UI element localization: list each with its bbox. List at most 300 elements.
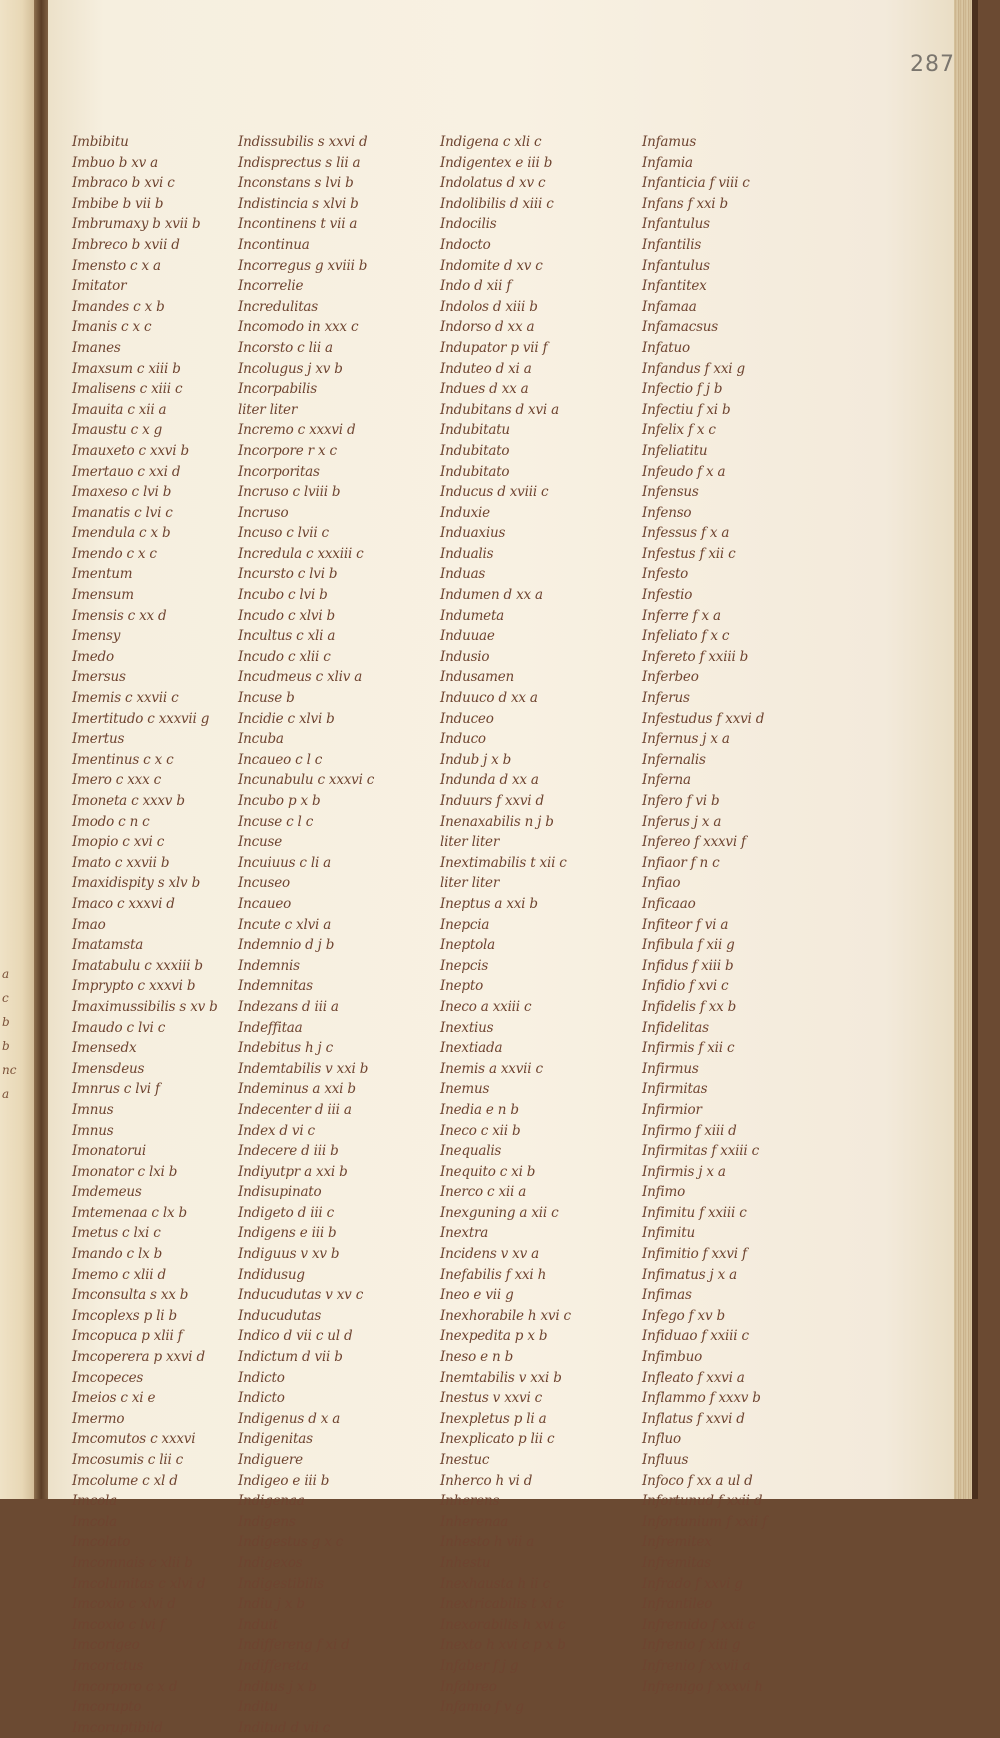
index-entry: Incidens v xv a xyxy=(440,1246,539,1263)
index-entry: Incorregus g xviii b xyxy=(238,257,368,274)
index-entry: Imanis c x c xyxy=(72,319,152,336)
index-entry: Infestudus f xxvi d xyxy=(642,710,765,727)
margin-note: a xyxy=(2,967,10,981)
index-entry: Incorporitas xyxy=(238,463,320,480)
index-entry: Incute c xlvi a xyxy=(238,916,332,933)
index-entry: Infimitu f xxiii c xyxy=(642,1204,747,1221)
index-entry: Indemnio d j b xyxy=(238,937,335,954)
index-entry: Indolatus d xv c xyxy=(440,175,546,192)
index-entry: Index d vi c xyxy=(238,1122,315,1139)
index-entry: Imonator c lxi b xyxy=(72,1163,178,1180)
index-entry: Incuiuus c li a xyxy=(238,854,332,871)
index-entry: Imconsulta s xx b xyxy=(72,1287,189,1304)
index-entry: Imcorigeo xyxy=(72,1637,140,1654)
index-entry: Inhesto h vii a xyxy=(440,1534,535,1551)
index-entry: Imauita c xii a xyxy=(72,401,167,418)
index-entry: Imaximussibilis s xv b xyxy=(72,998,218,1015)
index-entry: liter liter xyxy=(238,401,298,418)
index-entry: Infantitex xyxy=(642,278,707,295)
index-entry: Infremitex xyxy=(642,1534,712,1551)
index-entry: Imaxidispity s xlv b xyxy=(72,875,201,892)
index-entry: Infessus f x a xyxy=(642,525,730,542)
index-entry: Inferus j x a xyxy=(642,813,722,830)
index-entry: Imcolume c xl d xyxy=(72,1472,178,1489)
index-entry: Indictum d vii b xyxy=(238,1349,343,1366)
index-entry: Imprypto c xxxvi b xyxy=(72,978,196,995)
index-entry: Imaxeso c lvi b xyxy=(72,484,172,501)
index-entry: Ineco a xxiii c xyxy=(440,998,532,1015)
index-entry: Indigenaa xyxy=(238,1493,305,1510)
index-entry: Inemtabilis v xxi b xyxy=(440,1369,562,1386)
index-entry: Indubitato xyxy=(440,463,510,480)
index-entry: Infantilis xyxy=(642,236,702,253)
index-entry: Inflammo f xxxv b xyxy=(642,1390,761,1407)
left-page-margin-notes xyxy=(2,962,16,1106)
index-entry: Incubo p x b xyxy=(238,793,321,809)
index-entry: Imbreco b xvii d xyxy=(72,236,180,253)
index-entry: Infectiu f xi b xyxy=(642,401,731,418)
index-entry: Inextimabilis t xii c xyxy=(440,854,567,871)
index-entry: Infimo xyxy=(642,1184,686,1201)
index-entry: Incruso xyxy=(238,504,289,521)
index-entry: Incursto c lvi b xyxy=(238,566,338,583)
index-entry: Infiduao f xxiii c xyxy=(642,1328,749,1345)
index-entry: Indico d vii c ul d xyxy=(238,1328,353,1345)
index-entry: Imertauo c xxi d xyxy=(72,463,181,480)
index-entry: Inequito c xi b xyxy=(440,1163,536,1180)
index-entry: Imedo xyxy=(72,648,114,665)
index-entry: Incaueo c l c xyxy=(238,751,323,768)
index-entry: Imensdeus xyxy=(72,1060,145,1077)
index-entry: Indusio xyxy=(440,648,490,665)
index-entry: Infidus f xiii b xyxy=(642,957,734,974)
index-entry: Indigexos xyxy=(238,1554,303,1571)
index-entry: Indigestus g x c xyxy=(238,1534,344,1551)
index-entry: Infestio xyxy=(642,587,693,604)
index-entry: Ineco c xii b xyxy=(440,1122,521,1139)
index-entry: Imnrus c lvi f xyxy=(72,1081,160,1098)
index-entry: Infego f xv b xyxy=(642,1307,725,1324)
index-entry: Infirmitas xyxy=(642,1081,708,1098)
index-entry: Inexpletus p li a xyxy=(440,1410,547,1427)
index-column-3 xyxy=(440,132,571,1718)
margin-note: nc xyxy=(2,1063,17,1077)
index-entry: Indiyutpr a xxi b xyxy=(238,1163,348,1180)
index-entry: Imdemeus xyxy=(72,1184,142,1201)
index-entry: Indecere d iii b xyxy=(238,1143,339,1160)
index-entry: Imcoperera p xxvi d xyxy=(72,1349,205,1366)
index-entry: Inditus j x b xyxy=(238,1678,317,1695)
index-entry: Imendula c x b xyxy=(72,525,171,542)
index-entry: Infamaa xyxy=(642,298,697,315)
index-entry: Imensis c xx d xyxy=(72,607,167,624)
index-entry: Indemnis xyxy=(238,957,300,974)
page-edge-shadow xyxy=(972,0,978,1499)
index-column-2 xyxy=(238,132,374,1738)
index-entry: Indocilis xyxy=(440,216,497,233)
index-entry: Imcomutos c xxxvi xyxy=(72,1431,196,1448)
index-entry: Infrantileo xyxy=(642,1596,713,1613)
index-entry: Induit xyxy=(238,1616,278,1633)
index-entry: Imermo xyxy=(72,1410,125,1427)
index-entry: Imcorporo c x d xyxy=(72,1678,178,1695)
index-entry: Imaustu c x g xyxy=(72,422,163,439)
index-entry: Inexhorabile h xvi c xyxy=(440,1307,571,1324)
index-entry: Indigena c xli c xyxy=(440,134,542,150)
index-entry: Indo d xii f xyxy=(440,278,512,295)
index-entry: Infamus xyxy=(642,134,697,150)
index-entry: Infiao xyxy=(642,875,681,892)
index-entry: Indicto xyxy=(238,1390,285,1407)
index-entry: Infremido f xxii c xyxy=(642,1616,756,1633)
index-entry: Inemus xyxy=(440,1081,490,1098)
index-entry: Imendo c x c xyxy=(72,545,157,562)
index-entry: Infrenio f xxvii a xyxy=(642,1657,751,1674)
index-entry: Inducus d xviii c xyxy=(440,484,549,501)
index-entry: Imensy xyxy=(72,628,121,645)
index-entry: Infeliato f x c xyxy=(642,628,730,645)
index-entry: Infimitio f xxvi f xyxy=(642,1246,747,1263)
index-entry: Indumeta xyxy=(440,607,505,624)
index-entry: Imonatorui xyxy=(72,1143,147,1160)
index-entry: Indomite d xv c xyxy=(440,257,543,274)
index-entry: Indemtabilis v xxi b xyxy=(238,1060,369,1077)
index-entry: Incruso c lviii b xyxy=(238,484,341,501)
index-entry: Incudo c xlvi b xyxy=(238,607,336,624)
index-entry: Imensto c x a xyxy=(72,257,161,274)
index-entry: Imauxeto c xxvi b xyxy=(72,442,189,459)
index-entry: Imnus xyxy=(72,1101,114,1118)
index-entry: Infrenigo f xxxvi h xyxy=(642,1678,763,1695)
index-entry: liter liter xyxy=(440,834,500,851)
index-entry: Imemis c xxvii c xyxy=(72,690,179,707)
index-entry: Infestus f xii c xyxy=(642,545,736,562)
index-entry: Infremitas xyxy=(642,1554,711,1571)
index-entry: Imero c xxx c xyxy=(72,772,161,789)
index-entry: Indolos d xiii b xyxy=(440,298,538,315)
index-entry: Infensus xyxy=(642,484,699,501)
index-entry: Imetus c lxi c xyxy=(72,1225,161,1242)
index-entry: Indubitato xyxy=(440,442,510,459)
index-entry: Indolibilis d xiii c xyxy=(440,195,554,212)
index-entry: Inemis a xxvii c xyxy=(440,1060,543,1077)
margin-note: b xyxy=(2,1015,10,1029)
index-entry: Imemo c xlii d xyxy=(72,1266,166,1283)
index-entry: Inexto h xvi c p x b xyxy=(440,1637,566,1654)
index-entry: Imentum xyxy=(72,566,133,583)
index-entry: Infernus j x a xyxy=(642,731,730,748)
index-entry: Induxie xyxy=(440,504,490,521)
index-entry: Imalisens c xiii c xyxy=(72,381,183,398)
index-entry: Infantulus xyxy=(642,216,710,233)
index-entry: Indissubilis s xxvi d xyxy=(238,134,368,150)
index-entry: Indorso d xx a xyxy=(440,319,535,336)
index-entry: Infabreo xyxy=(440,1678,497,1695)
index-entry: Incorpore r x c xyxy=(238,442,337,459)
index-entry: Induceo xyxy=(440,710,494,727)
index-entry: Infanticia f viii c xyxy=(642,175,750,192)
index-entry: Indigenus d x a xyxy=(238,1410,341,1427)
index-entry: Imcoxio c lvi f xyxy=(72,1616,165,1633)
index-entry: Incuse b xyxy=(238,690,295,707)
index-entry: Infimatus j x a xyxy=(642,1266,737,1283)
index-entry: Infamia xyxy=(642,154,693,171)
index-entry: Infimbuo xyxy=(642,1349,703,1366)
index-entry: Ineptus a xxi b xyxy=(440,895,538,912)
index-entry: Incolugus j xv b xyxy=(238,360,343,377)
index-entry: Incuse c l c xyxy=(238,813,314,830)
index-entry: Imcola xyxy=(72,1493,117,1510)
index-entry: Indunda d xx a xyxy=(440,772,539,789)
index-entry: Imaco c xxxvi d xyxy=(72,895,175,912)
index-entry: Inefabilis f xxi h xyxy=(440,1266,547,1283)
index-entry: Indualis xyxy=(440,545,494,562)
index-entry: Inextra xyxy=(440,1225,489,1242)
index-entry: Imanatis c lvi c xyxy=(72,504,173,521)
index-entry: Influo xyxy=(642,1431,681,1448)
index-entry: Inexhausta h ii c xyxy=(440,1575,550,1592)
index-entry: Indigens xyxy=(238,1513,296,1530)
index-entry: Incorsto c lii a xyxy=(238,339,333,356)
index-entry: liter liter xyxy=(440,875,500,892)
index-entry: Infamio f v g xyxy=(440,1699,524,1716)
index-entry: Imao xyxy=(72,916,106,933)
index-entry: Indecenter d iii a xyxy=(238,1101,352,1118)
index-entry: Imatamsta xyxy=(72,937,144,954)
index-entry: Infandus f xxi g xyxy=(642,360,745,377)
index-entry: Induurs f xxvi d xyxy=(440,793,544,809)
index-entry: Imatabulu c xxxiii b xyxy=(72,957,203,974)
index-entry: Imersus xyxy=(72,669,126,686)
index-entry: Indicto xyxy=(238,1369,285,1386)
index-entry: Imaxsum c xiii b xyxy=(72,360,181,377)
index-entry: Inestuc xyxy=(440,1452,490,1468)
index-entry: Infatuo xyxy=(642,339,690,356)
index-entry: Indusamen xyxy=(440,669,515,686)
index-entry: Infirmis f xii c xyxy=(642,1040,735,1057)
index-entry: Inditud d vii c xyxy=(238,1719,331,1736)
index-entry: Inextiada xyxy=(440,1040,503,1057)
index-entry: Indubitans d xvi a xyxy=(440,401,559,418)
index-entry: Indupator p vii f xyxy=(440,339,548,356)
index-entry: Inestus v xxvi c xyxy=(440,1390,543,1407)
index-entry: Indigentex e iii b xyxy=(440,154,553,171)
index-entry: Incorpabilis xyxy=(238,381,317,398)
index-entry: Imeios c xi e xyxy=(72,1390,156,1407)
index-entry: Inepcis xyxy=(440,957,489,974)
index-entry: Inferbeo xyxy=(642,669,699,686)
index-entry: Imaudo c lvi c xyxy=(72,1019,166,1036)
index-entry: Infrado f xxvi g xyxy=(642,1575,743,1592)
index-entry: Inhestu xyxy=(440,1554,491,1571)
index-entry: Imcoruptibild xyxy=(72,1719,163,1736)
index-entry: Imbrumaxy b xvii b xyxy=(72,216,201,233)
index-entry: Ineptola xyxy=(440,937,495,954)
index-entry: Infirmitas f xxiii c xyxy=(642,1143,759,1160)
index-entry: Indues d xx a xyxy=(440,381,529,398)
index-entry: Indocto xyxy=(440,236,491,253)
index-entry: Inconstans s lvi b xyxy=(238,175,354,192)
index-entry: Infiteor f vi a xyxy=(642,916,729,933)
index-entry: Imtemenaa c lx b xyxy=(72,1204,187,1221)
index-entry: Infelix f x c xyxy=(642,422,716,439)
index-entry: Inherens xyxy=(440,1493,500,1510)
index-entry: Inenaxabilis n j b xyxy=(440,813,554,830)
index-entry: Indiguus v xv b xyxy=(238,1246,340,1263)
index-entry: Indigestibilis xyxy=(238,1575,325,1592)
index-entry: Inficaao xyxy=(642,895,696,912)
index-entry: Imensedx xyxy=(72,1040,137,1057)
index-entry: Imopio c xvi c xyxy=(72,834,165,851)
index-entry: Imato c xxvii b xyxy=(72,854,170,871)
index-entry: Induaxius xyxy=(440,525,506,542)
index-entry: Indistincia s xlvi b xyxy=(238,195,359,212)
index-entry: Infrenio f xiii g xyxy=(642,1637,741,1654)
index-entry: Incontinua xyxy=(238,236,310,253)
index-entry: Infectio f j b xyxy=(642,381,723,398)
index-entry: Incredula c xxxiii c xyxy=(238,545,364,562)
index-entry: Ineso e n b xyxy=(440,1349,514,1366)
index-entry: Indiguere xyxy=(238,1452,303,1468)
index-entry: Infirmo f xiii d xyxy=(642,1122,737,1139)
index-entry: Imcoplexs p li b xyxy=(72,1307,177,1324)
index-entry: Incremo c xxxvi d xyxy=(238,422,356,439)
index-entry: Infantulus xyxy=(642,257,710,274)
index-entry: Inducudutas xyxy=(238,1307,322,1324)
index-entry: Infereto f xxiii b xyxy=(642,648,749,665)
index-entry: Infereo f xxxvi f xyxy=(642,834,746,851)
index-entry: Induas xyxy=(440,566,486,583)
index-entry: Infleato f xxvi a xyxy=(642,1369,745,1386)
index-entry: Incaueo xyxy=(238,895,292,912)
index-entry: Inflatus f xxvi d xyxy=(642,1410,745,1427)
index-entry: Imcosumis c lii c xyxy=(72,1452,184,1468)
index-entry: Inerco c xii a xyxy=(440,1184,527,1201)
index-entry: Incubo c lvi b xyxy=(238,587,328,604)
index-entry: Infortunium f xxii f xyxy=(642,1513,767,1530)
index-entry: Imcomnais c xlii b xyxy=(72,1554,193,1571)
index-entry: Incorrelie xyxy=(238,278,304,295)
index-entry: Indisupinato xyxy=(238,1184,322,1201)
index-entry: Infesto xyxy=(642,566,689,583)
index-entry: Imbibitu xyxy=(72,134,129,150)
index-entry: Imcopuca p xlii f xyxy=(72,1328,183,1345)
index-entry: Inextius xyxy=(440,1019,494,1036)
index-entry: Inferna xyxy=(642,772,691,789)
index-entry: Incredulitas xyxy=(238,298,319,315)
index-entry: Infoco f xx a ul d xyxy=(642,1472,753,1489)
index-entry: Incuseo xyxy=(238,875,290,892)
margin-note: a xyxy=(2,1087,10,1101)
index-entry: Imcorupto xyxy=(72,1699,142,1716)
index-entry: Influus xyxy=(642,1452,689,1468)
index-entry: Indemnitas xyxy=(238,978,313,995)
index-entry: Infortunud f xxii d xyxy=(642,1493,763,1510)
index-entry: Imodo c n c xyxy=(72,813,150,830)
index-entry: Inferus xyxy=(642,690,690,707)
index-entry: Imcolumitas c xlvi d xyxy=(72,1575,206,1592)
index-entry: Incidie c xlvi b xyxy=(238,710,335,727)
index-entry: Indigeo e iii b xyxy=(238,1472,330,1489)
index-entry: Infero f vi b xyxy=(642,793,720,809)
index-entry: Indiu j x b xyxy=(238,1596,305,1613)
index-entry: Incuba xyxy=(238,731,284,748)
index-entry: Incudo c xlii c xyxy=(238,648,331,665)
index-entry: Infiaor f n c xyxy=(642,854,720,871)
margin-note: c xyxy=(2,991,9,1005)
index-entry: Imcorictus xyxy=(72,1657,144,1674)
index-entry: Induteo d xi a xyxy=(440,360,532,377)
index-entry: Incunabulu c xxxvi c xyxy=(238,772,375,789)
index-entry: Inexpedita p x b xyxy=(440,1328,548,1345)
index-entry: Imanes xyxy=(72,339,121,356)
index-entry: Inferre f x a xyxy=(642,607,721,624)
index-entry: Imbraco b xvi c xyxy=(72,175,175,192)
index-entry: Imnus xyxy=(72,1122,114,1139)
index-entry: Inexorabilis h xvi c xyxy=(440,1616,566,1633)
index-entry: Imcoxio c xlvi d xyxy=(72,1596,176,1613)
index-entry: Infans f xxi b xyxy=(642,195,728,212)
index-entry: Indumen d xx a xyxy=(440,587,543,604)
index-entry: Incontinens t vii a xyxy=(238,216,358,233)
index-entry: Indisprectus s lii a xyxy=(238,154,361,171)
index-column-4 xyxy=(642,132,767,1697)
index-entry: Infimitu xyxy=(642,1225,695,1242)
index-entry: Infaber f j g xyxy=(440,1657,519,1674)
index-entry: Incuse xyxy=(238,834,282,851)
index-entry: Incudmeus c xliv a xyxy=(238,669,363,686)
index-entry: Imensum xyxy=(72,587,134,604)
index-entry: Indeffitaa xyxy=(238,1019,303,1036)
index-entry: Inequalis xyxy=(440,1143,502,1160)
index-entry: Inducudutas v xv c xyxy=(238,1287,364,1304)
index-entry: Infirmus xyxy=(642,1060,699,1077)
index-entry: Infirmior xyxy=(642,1101,702,1118)
index-entry: Infimas xyxy=(642,1287,692,1304)
index-entry: Infirmis j x a xyxy=(642,1163,726,1180)
index-entry: Imcolato xyxy=(72,1534,131,1551)
index-entry: Induuco d xx a xyxy=(440,690,538,707)
index-entry: Incomodo in xxx c xyxy=(238,319,359,336)
index-entry: Imando c lx b xyxy=(72,1246,163,1263)
index-entry: Indiffereta xyxy=(238,1657,309,1674)
index-entry: Imentinus c x c xyxy=(72,751,174,768)
index-entry: Ineo e vii g xyxy=(440,1287,514,1304)
index-entry: Imbibe b vii b xyxy=(72,195,164,212)
index-entry: Infenso xyxy=(642,504,692,521)
index-entry: Infernalis xyxy=(642,751,706,768)
index-entry: Indigeto d iii c xyxy=(238,1204,334,1221)
index-entry: Infidio f xvi c xyxy=(642,978,729,995)
index-entry: Incuso c lvii c xyxy=(238,525,329,542)
index-entry: Imcopeces xyxy=(72,1369,144,1386)
index-entry: Imandes c x b xyxy=(72,298,165,315)
index-entry: Inexguning a xii c xyxy=(440,1204,559,1221)
index-entry: Indigens e iii b xyxy=(238,1225,337,1242)
index-entry: Imitator xyxy=(72,278,127,295)
index-entry: Infidelis f xx b xyxy=(642,998,737,1015)
margin-note: b xyxy=(2,1039,10,1053)
index-entry: Infeudo f x a xyxy=(642,463,726,480)
index-entry: Imertitudo c xxxvii g xyxy=(72,710,210,727)
index-entry: Indubitatu xyxy=(440,422,510,439)
index-entry: Inexplicato p lii c xyxy=(440,1431,555,1448)
index-entry: Induco xyxy=(440,731,486,748)
index-entry: Inepto xyxy=(440,978,484,995)
index-entry: Indiffereng f xi d xyxy=(238,1637,350,1654)
index-entry: Imbuo b xv a xyxy=(72,154,159,171)
index-entry: Incultus c xli a xyxy=(238,628,336,645)
